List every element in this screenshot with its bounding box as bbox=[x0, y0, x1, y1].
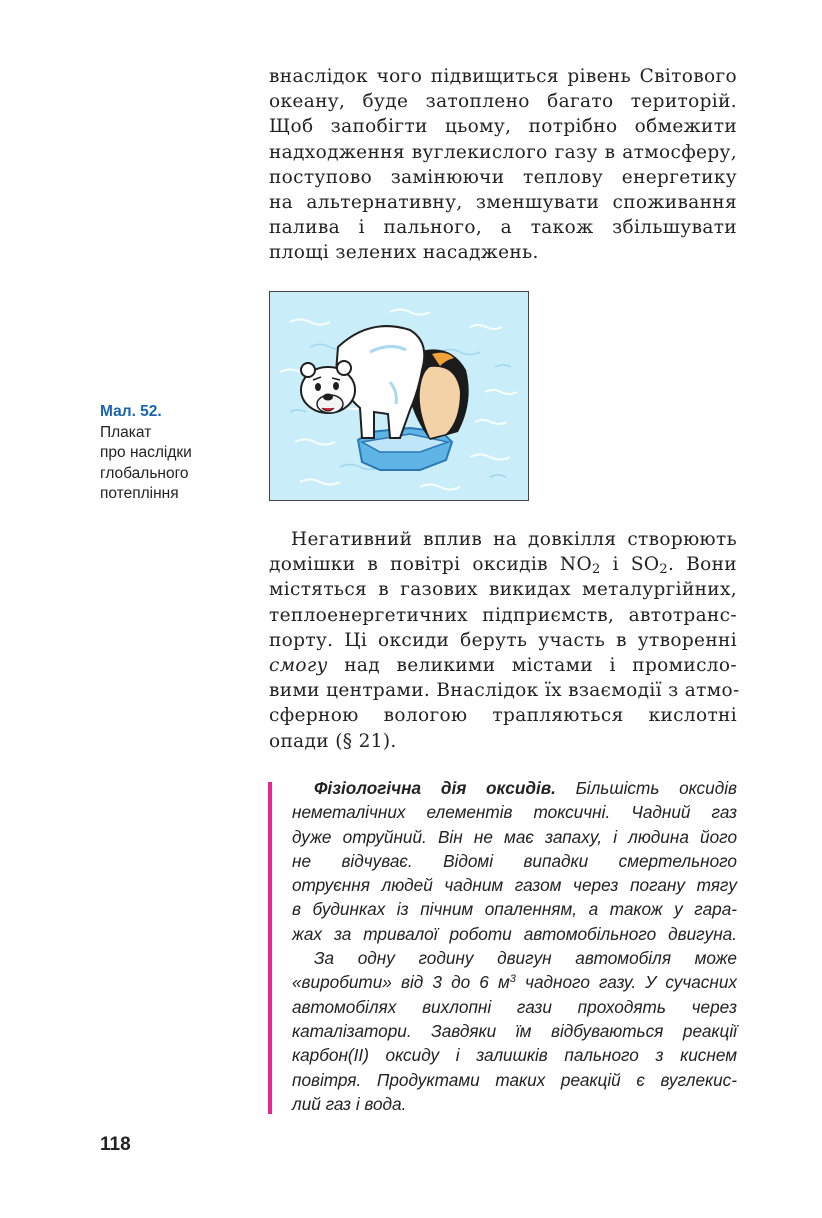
caption-line: глобального bbox=[100, 464, 189, 482]
text-line: сферною вологою трапляються кислотні bbox=[269, 705, 737, 727]
note-line: «виробити» від 3 до 6 $м^3$ чадного газу. У сучасних bbox=[292, 972, 737, 993]
text-line: надходження вуглекислого газу в атмосферу, bbox=[269, 141, 737, 163]
text-line: містяться в газових викидах металургійних, bbox=[269, 579, 737, 601]
text-line: порту. Ці оксиди беруть участь в утворенні bbox=[269, 629, 737, 651]
figure-caption bbox=[100, 402, 250, 505]
text-line: домішки в повітрі оксидів $NO_2$ і $SO_2$. Вони bbox=[269, 554, 737, 578]
note-line: в будинках із пічним опаленням, а також у гара- bbox=[292, 899, 737, 920]
text-line: внаслідок чого підвищиться рівень Світового bbox=[269, 66, 737, 87]
note-line: Фізіологічна дія оксидів. Більшість оксидів bbox=[314, 778, 737, 798]
smog-term: смогу bbox=[269, 655, 328, 677]
text-line: Негативний вплив на довкілля створюють bbox=[291, 529, 737, 550]
note-line: неметалічних елементів токсичні. Чадний газ bbox=[292, 802, 737, 823]
note-heading: Фізіологічна дія оксидів. bbox=[314, 778, 556, 798]
physiology-note bbox=[292, 776, 737, 1116]
text-line: площі зелених насаджень. bbox=[269, 242, 539, 264]
caption-line: Плакат bbox=[100, 423, 152, 441]
note-line: жах за тривалої роботи автомобільного двигуна. bbox=[292, 923, 737, 944]
text-line: опади (§ 21). bbox=[269, 730, 397, 752]
text-line: океану, буде затоплено багато територій. bbox=[269, 91, 737, 113]
text-line: на альтернативну, зменшувати споживання bbox=[269, 192, 737, 214]
caption-number: Мал. 52. bbox=[100, 403, 162, 420]
note-accent-bar bbox=[268, 782, 272, 1114]
page-number: 118 bbox=[100, 1134, 131, 1155]
note-line: не відчуває. Відомі випадки смертельного bbox=[292, 850, 737, 871]
text-line: палива і пального, а також збільшувати bbox=[269, 217, 737, 239]
text-line: теплоенергетичних підприємств, автотранс- bbox=[269, 604, 737, 626]
paragraph-oxides-pollution bbox=[269, 527, 740, 754]
note-line: каталізатори. Завдяки їм відбуваються реакції bbox=[292, 1020, 737, 1041]
text-line: вими центрами. Внаслідок їх взаємодії з атмо- bbox=[269, 680, 740, 702]
note-line: автомобілях вихлопні гази проходять через bbox=[292, 996, 737, 1017]
note-line: За одну годину двигун автомобіля може bbox=[314, 948, 737, 969]
note-line: лий газ і вода. bbox=[292, 1093, 407, 1114]
note-line: повітря. Продуктами таких реакцій є вуглекис- bbox=[292, 1069, 737, 1090]
paragraph-top bbox=[269, 64, 737, 266]
caption-line: про наслідки bbox=[100, 444, 192, 461]
note-line: дуже отруйний. Він не має запаху, і людина його bbox=[292, 826, 737, 847]
note-line: отруєння людей чадним газом через погану тягу bbox=[292, 875, 737, 896]
text-line: смогу над великими містами і промисло- bbox=[269, 655, 737, 677]
text-line: поступово замінюючи теплову енергетику bbox=[269, 166, 737, 188]
note-line: карбон(ІІ) оксиду і залишків пального з киснем bbox=[292, 1045, 737, 1066]
figure-global-warming-poster bbox=[269, 291, 529, 501]
text-line: Щоб запобігти цьому, потрібно обмежити bbox=[269, 116, 737, 138]
caption-line: потепління bbox=[100, 485, 179, 502]
polar-bear-penguin-illustration bbox=[270, 292, 528, 500]
